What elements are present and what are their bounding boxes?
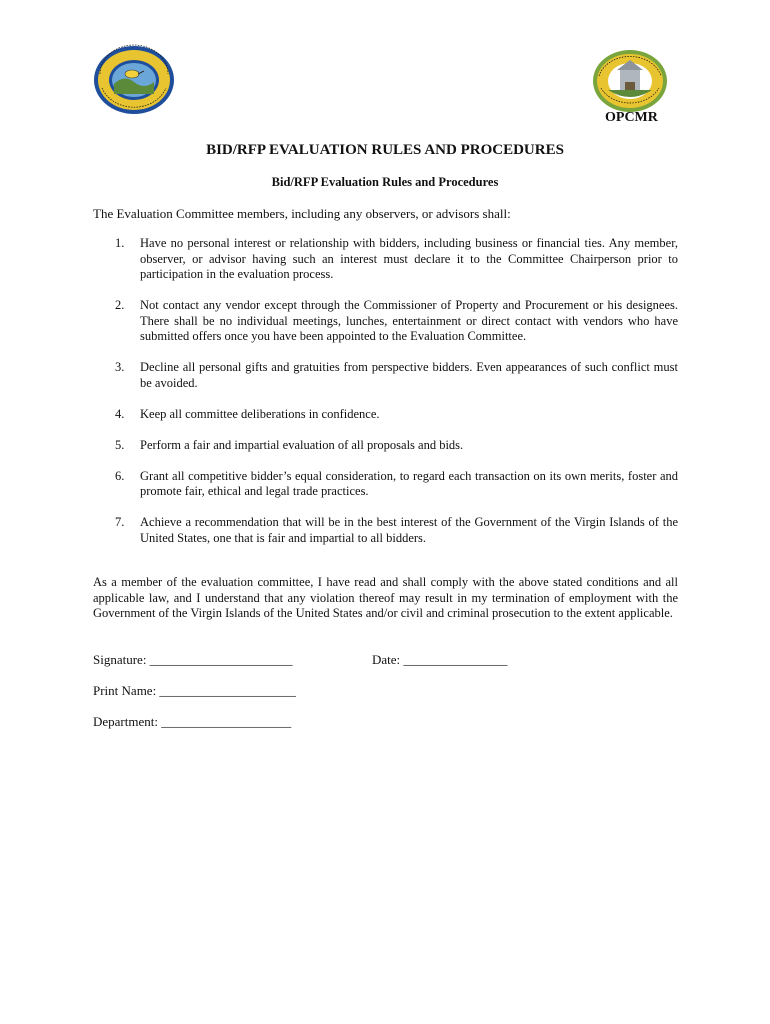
rule-item — [93, 298, 678, 345]
rule-item — [93, 515, 678, 546]
rule-number: 6. — [115, 468, 125, 483]
signature-field[interactable]: Signature: ______________________ — [93, 652, 293, 667]
document-title: BID/RFP EVALUATION RULES AND PROCEDURES — [206, 142, 564, 158]
rule-number: 1. — [115, 236, 125, 250]
compliance-statement: As a member of the evaluation committee, I have read and shall comply with the above stated conditions and all applicable law, and I understand that any violation thereof may result in my termination of employment with the Government of the Virgin Islands of the United States and/or civil and criminal prosecution to the extent applicable. — [93, 575, 678, 620]
document-subtitle: Bid/RFP Evaluation Rules and Procedures — [271, 175, 499, 189]
rule-item — [93, 407, 678, 423]
virgin-islands-seal-icon — [92, 44, 176, 116]
rule-item — [93, 236, 678, 283]
rule-text: Achieve a recommendation that will be in the best interest of the Government of the Virgin Islands of the United States, one that is fair and impartial to all bidders. — [140, 515, 678, 545]
rule-text: Decline all personal gifts and gratuities from perspective bidders. Even appearances of such conflict must be avoided. — [140, 360, 678, 390]
rule-text: Have no personal interest or relationship with bidders, including business or financial ties. Any member, observer, or advisor having such an interest must declare it to the Committee Chairperson prior to participation in the evaluation process. — [140, 236, 678, 281]
rule-item — [93, 438, 678, 454]
print-name-field[interactable]: Print Name: _____________________ — [93, 683, 296, 698]
rule-item — [93, 360, 678, 391]
rule-number: 3. — [115, 360, 125, 374]
rule-text: Keep all committee deliberations in confidence. — [140, 406, 380, 421]
rule-number: 2. — [115, 298, 125, 312]
department-field[interactable]: Department: ____________________ — [93, 714, 292, 729]
date-field[interactable]: Date: ________________ — [372, 652, 508, 667]
rule-number: 5. — [115, 437, 125, 452]
agency-code: OPCMR — [605, 110, 658, 125]
rules-list — [93, 236, 678, 546]
rule-item — [93, 469, 678, 500]
intro-text: The Evaluation Committee members, including any observers, or advisors shall: — [93, 206, 511, 221]
property-procurement-seal-icon — [591, 48, 669, 114]
rule-text: Grant all competitive bidder’s equal consideration, to regard each transaction on its own merits, foster and promote fair, ethical and legal trade practices. — [140, 468, 678, 498]
rule-number: 7. — [115, 515, 125, 529]
rule-number: 4. — [115, 406, 125, 421]
rule-text: Perform a fair and impartial evaluation of all proposals and bids. — [140, 437, 464, 452]
rule-text: Not contact any vendor except through the Commissioner of Property and Procurement or his designees. There shall be no individual meetings, lunches, entertainment or direct contact with vendors who have submitted offers once you have been appointed to the Evaluation Committee. — [140, 298, 678, 343]
